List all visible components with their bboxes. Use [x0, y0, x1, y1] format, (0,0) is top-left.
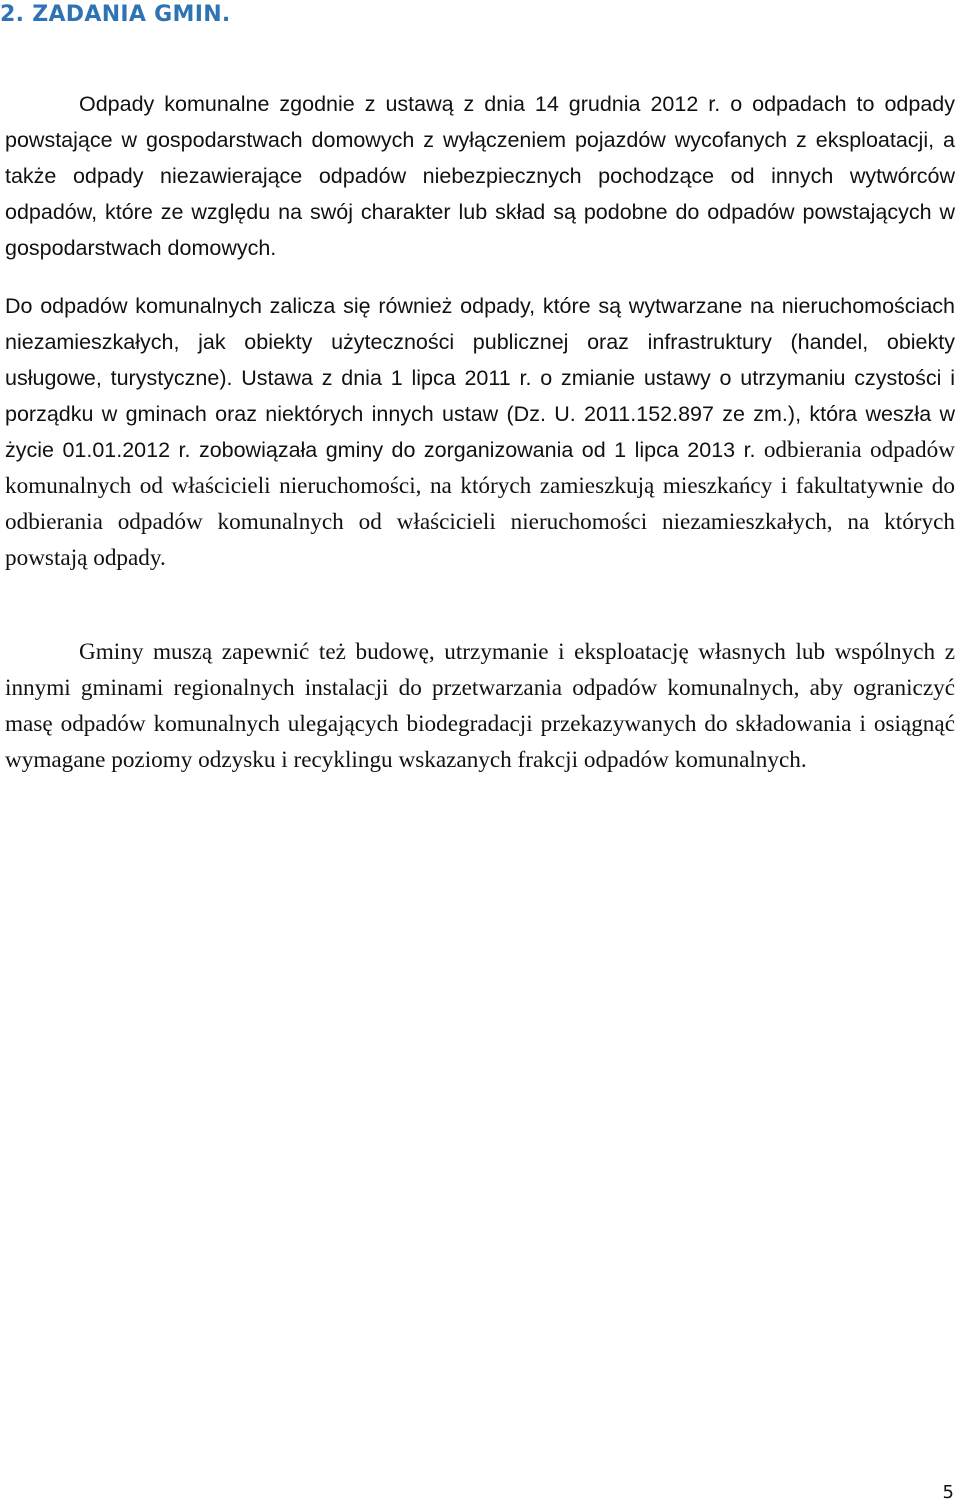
paragraph-2-part-2: odbierania odpadów komunalnych od właścicieli nieruchomości, na których zamieszkują mieszkańcy i fakultatywnie do odbierania odpadów komunalnych od właścicieli nieruchomości niezamieszkałych, na których powstają odpady.: [5, 437, 955, 571]
paragraph-3: Gminy muszą zapewnić też budowę, utrzymanie i eksploatację własnych lub wspólnych z innymi gminami regionalnych instalacji do przetwarzania odpadów komunalnych, aby ograniczyć masę odpadów komunalnych ulegających biodegradacji przekazywanych do składowania i osiągnąć wymagane poziomy odzysku i recyklingu wskazanych frakcji odpadów komunalnych.: [5, 639, 955, 773]
page-number: 5: [942, 1482, 954, 1503]
paragraph-2: [5, 288, 955, 576]
paragraph-1: Odpady komunalne zgodnie z ustawą z dnia 14 grudnia 2012 r. o odpadach to odpady powstające w gospodarstwach domowych z wyłączeniem pojazdów wycofanych z eksploatacji, a także odpady niezawierające odpadów niebezpiecznych pochodzące od innych wytwórców odpadów, które ze względu na swój charakter lub skład są podobne do odpadów powstających w gospodarstwach domowych.: [5, 92, 955, 260]
section-heading: 2. ZADANIA GMIN.: [0, 2, 231, 27]
paragraph-2-part-1: Do odpadów komunalnych zalicza się również odpady, które są wytwarzane na nieruchomościach niezamieszkałych, jak obiekty użyteczności publicznej oraz infrastruktury (handel, obiekty usługowe, turystyczne). Ustawa z dnia 1 lipca 2011 r. o zmianie ustawy o utrzymaniu czystości i porządku w gminach oraz niektórych innych ustaw (Dz. U. 2011.152.897 ze zm.), która weszła w życie 01.01.2012 r. zobowiązała gminy do zorganizowania od 1 lipca 2013 r.: [5, 294, 955, 462]
